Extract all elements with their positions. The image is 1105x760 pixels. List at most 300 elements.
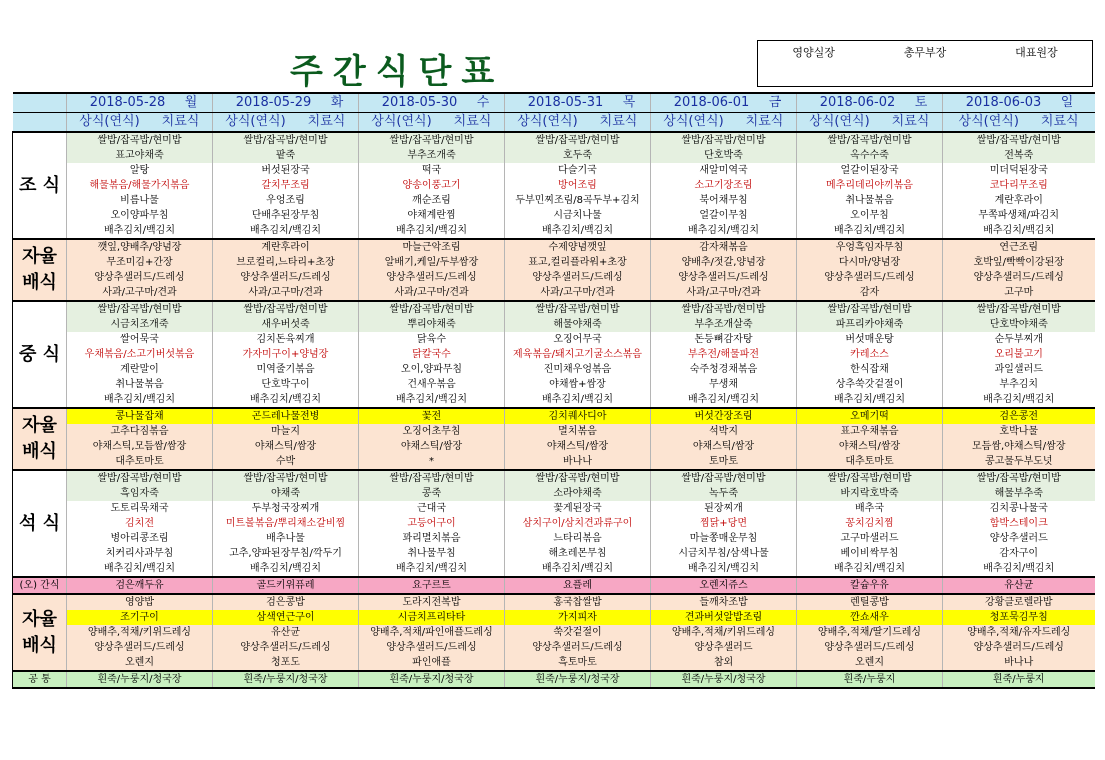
- menu-item: 두부청국장찌개: [213, 501, 359, 516]
- menu-item: 새우버섯죽: [213, 317, 359, 332]
- type-cell: [943, 113, 1095, 133]
- menu-row: [13, 594, 1095, 610]
- menu-item: 영양밥: [67, 594, 213, 610]
- menu-item: 얼갈이된장국: [797, 163, 943, 178]
- menu-item: 흰죽/누룽지/청국장: [505, 671, 651, 688]
- menu-item: 근대국: [359, 501, 505, 516]
- type-regular-label: 상식(연식): [225, 114, 286, 129]
- menu-item: 해물부추죽: [943, 486, 1095, 501]
- approval-director: 대표원장: [1015, 46, 1058, 59]
- menu-item: 고추다짐볶음: [67, 424, 213, 439]
- type-therapy-label: 치료식: [745, 114, 784, 129]
- menu-item: 전복죽: [943, 148, 1095, 163]
- menu-item: 배추김치/백김치: [67, 561, 213, 577]
- menu-item: 양상추샐러드/드레싱: [67, 270, 213, 285]
- menu-item: 단호박야채죽: [943, 317, 1095, 332]
- menu-item: 시금치나물: [505, 208, 651, 223]
- menu-item: 쌀밥/잡곡밥/현미밥: [943, 301, 1095, 317]
- menu-row: [13, 625, 1095, 640]
- type-therapy-label: 치료식: [453, 114, 492, 129]
- section-label-breakfast: 조 식: [13, 132, 67, 239]
- menu-item: 쌀밥/잡곡밥/현미밥: [213, 470, 359, 486]
- menu-item: 양배추,적채/딸기드레싱: [797, 625, 943, 640]
- menu-item: 호박잎/빡빡이강된장: [943, 255, 1095, 270]
- menu-item: 배추김치/백김치: [943, 223, 1095, 239]
- menu-row: [13, 408, 1095, 424]
- menu-item: 홍국찹쌀밥: [505, 594, 651, 610]
- menu-item: 취나물볶음: [797, 193, 943, 208]
- menu-item: 쌀밥/잡곡밥/현미밥: [797, 470, 943, 486]
- menu-item: 쌀밥/잡곡밥/현미밥: [797, 301, 943, 317]
- type-regular-label: 상식(연식): [809, 114, 870, 129]
- menu-item: 양배추,적채/유자드레싱: [943, 625, 1095, 640]
- menu-item: 꽈리멸치볶음: [359, 531, 505, 546]
- menu-table: [12, 92, 1095, 689]
- menu-item: 양상추샐러드/드레싱: [797, 640, 943, 655]
- menu-row: [13, 561, 1095, 577]
- menu-item: 참외: [651, 655, 797, 671]
- menu-item: 콩죽: [359, 486, 505, 501]
- type-regular-label: 상식(연식): [517, 114, 578, 129]
- menu-item: 흰죽/누룽지: [943, 671, 1095, 688]
- menu-row: [13, 531, 1095, 546]
- menu-item: 닭육수: [359, 332, 505, 347]
- menu-row: [13, 255, 1095, 270]
- type-therapy-label: 치료식: [161, 114, 200, 129]
- menu-item: 된장찌개: [651, 501, 797, 516]
- menu-item: 오이,양파무침: [359, 362, 505, 377]
- menu-item: 멸치볶음: [505, 424, 651, 439]
- menu-row: [13, 301, 1095, 317]
- menu-item: 흰죽/누룽지/청국장: [67, 671, 213, 688]
- menu-row: [13, 439, 1095, 454]
- menu-item: 고구마: [943, 285, 1095, 301]
- menu-item: 대추토마토: [797, 454, 943, 470]
- menu-item: 찜닭+당면: [651, 516, 797, 531]
- menu-row: [13, 285, 1095, 301]
- menu-row: [13, 377, 1095, 392]
- menu-row: [13, 454, 1095, 470]
- date-header-row: [13, 93, 1095, 113]
- menu-item: 돈등뼈감자탕: [651, 332, 797, 347]
- menu-item: 계란말이: [67, 362, 213, 377]
- menu-item: 삼치구이/삼치견과류구이: [505, 516, 651, 531]
- menu-item: 쌀밥/잡곡밥/현미밥: [67, 470, 213, 486]
- menu-item: 북어채무침: [651, 193, 797, 208]
- menu-item: 양상추샐러드: [943, 531, 1095, 546]
- corner-cell: [13, 113, 67, 133]
- menu-item: 꽃게된장국: [505, 501, 651, 516]
- menu-item: 계란후라이: [943, 193, 1095, 208]
- menu-item: 강황클로렐라밥: [943, 594, 1095, 610]
- menu-item: 배추김치/백김치: [651, 392, 797, 408]
- menu-row: [13, 610, 1095, 625]
- menu-item: 검은콩밥: [213, 594, 359, 610]
- menu-item: 카레소스: [797, 347, 943, 362]
- menu-row: [13, 486, 1095, 501]
- menu-item: 쌀밥/잡곡밥/현미밥: [359, 470, 505, 486]
- menu-item: 양상추샐러드/드레싱: [213, 640, 359, 655]
- menu-row: [13, 424, 1095, 439]
- type-cell: [797, 113, 943, 133]
- menu-row: [13, 470, 1095, 486]
- menu-item: 수제양념깻잎: [505, 239, 651, 255]
- menu-item: 부추김치: [943, 377, 1095, 392]
- menu-item: 견과버섯알밥조림: [651, 610, 797, 625]
- date-text: 2018-05-29: [235, 95, 312, 110]
- type-regular-label: 상식(연식): [958, 114, 1019, 129]
- menu-item: 쌀밥/잡곡밥/현미밥: [67, 132, 213, 148]
- menu-item: 얼갈이무침: [651, 208, 797, 223]
- menu-item: 들깨차조밥: [651, 594, 797, 610]
- date-text: 2018-05-28: [89, 95, 166, 110]
- type-cell: [505, 113, 651, 133]
- menu-item: 녹두죽: [651, 486, 797, 501]
- menu-item: 소라야채죽: [505, 486, 651, 501]
- date-cell: [943, 93, 1095, 113]
- menu-item: 검은깨두유: [67, 577, 213, 594]
- menu-item: 해물볶음/해물가지볶음: [67, 178, 213, 193]
- menu-item: 옥수수죽: [797, 148, 943, 163]
- menu-row: [13, 640, 1095, 655]
- menu-item: 한식잡채: [797, 362, 943, 377]
- menu-item: 바지락호박죽: [797, 486, 943, 501]
- menu-item: 양상추샐러드/드레싱: [67, 640, 213, 655]
- menu-item: 연근조림: [943, 239, 1095, 255]
- menu-item: 파프리카야채죽: [797, 317, 943, 332]
- menu-item: 칼슘우유: [797, 577, 943, 594]
- menu-item: 양상추샐러드/드레싱: [505, 640, 651, 655]
- menu-item: 오이무침: [797, 208, 943, 223]
- menu-item: 쌀밥/잡곡밥/현미밥: [651, 470, 797, 486]
- menu-item: 오메기떡: [797, 408, 943, 424]
- date-text: 2018-06-01: [673, 95, 750, 110]
- approval-general-manager: 총무부장: [903, 46, 947, 59]
- menu-item: 요구르트: [359, 577, 505, 594]
- menu-item: 흰죽/누룽지/청국장: [213, 671, 359, 688]
- menu-item: 감자채볶음: [651, 239, 797, 255]
- menu-item: 진미채우엉볶음: [505, 362, 651, 377]
- menu-item: 양배추/젓갈,양념장: [651, 255, 797, 270]
- menu-item: 순두부찌개: [943, 332, 1095, 347]
- menu-item: *: [359, 454, 505, 470]
- menu-item: 새알미역국: [651, 163, 797, 178]
- date-text: 2018-05-31: [527, 95, 604, 110]
- menu-item: 가지피자: [505, 610, 651, 625]
- date-cell: [359, 93, 505, 113]
- menu-item: 콩나물잡채: [67, 408, 213, 424]
- date-cell: [797, 93, 943, 113]
- menu-item: 도토리묵채국: [67, 501, 213, 516]
- menu-item: 부추조개죽: [359, 148, 505, 163]
- menu-item: 쌀어묵국: [67, 332, 213, 347]
- menu-item: 배추김치/백김치: [505, 392, 651, 408]
- menu-item: 다시마/양념장: [797, 255, 943, 270]
- date-cell: [213, 93, 359, 113]
- menu-item: 김치돈육찌개: [213, 332, 359, 347]
- type-therapy-label: 치료식: [1040, 114, 1079, 129]
- weekday-text: 토: [914, 95, 928, 110]
- date-text: 2018-05-30: [381, 95, 458, 110]
- menu-item: 시금치무침/삼색나물: [651, 546, 797, 561]
- menu-item: 양상추샐러드/드레싱: [505, 270, 651, 285]
- menu-item: 호두죽: [505, 148, 651, 163]
- date-cell: [67, 93, 213, 113]
- menu-item: 고추,양파된장무침/깍두기: [213, 546, 359, 561]
- menu-item: 수박: [213, 454, 359, 470]
- type-therapy-label: 치료식: [599, 114, 638, 129]
- menu-item: 우엉흑임자무침: [797, 239, 943, 255]
- menu-item: 청포묵김무침: [943, 610, 1095, 625]
- approval-box: [757, 40, 1093, 87]
- menu-item: 양상추샐러드/드레싱: [943, 270, 1095, 285]
- menu-item: 제육볶음/돼지고기굴소스볶음: [505, 347, 651, 362]
- menu-item: 함박스테이크: [943, 516, 1095, 531]
- section-label-self-service: 자율 배식: [13, 408, 67, 470]
- menu-item: 단배추된장무침: [213, 208, 359, 223]
- menu-item: 배추김치/백김치: [651, 223, 797, 239]
- menu-item: 버섯매운탕: [797, 332, 943, 347]
- menu-row: [13, 347, 1095, 362]
- menu-item: 알배기,케일/두부쌈장: [359, 255, 505, 270]
- menu-item: 김치퀘사디아: [505, 408, 651, 424]
- menu-row: [13, 270, 1095, 285]
- menu-item: 쌀밥/잡곡밥/현미밥: [651, 301, 797, 317]
- menu-item: 브로컬리,느타리+초장: [213, 255, 359, 270]
- menu-item: 두부민찌조림/8곡두부+김치: [505, 193, 651, 208]
- menu-item: 건새우볶음: [359, 377, 505, 392]
- menu-item: 흰죽/누룽지/청국장: [651, 671, 797, 688]
- menu-item: 야채스틱/쌈장: [651, 439, 797, 454]
- menu-item: 쌀밥/잡곡밥/현미밥: [797, 132, 943, 148]
- menu-item: 미트볼볶음/뿌리채소갈비찜: [213, 516, 359, 531]
- menu-item: 호박나물: [943, 424, 1095, 439]
- menu-item: 배추김치/백김치: [943, 561, 1095, 577]
- menu-item: 배추김치/백김치: [505, 561, 651, 577]
- menu-item: 파인애플: [359, 655, 505, 671]
- menu-row: [13, 501, 1095, 516]
- menu-item: 느타리볶음: [505, 531, 651, 546]
- weekday-text: 수: [476, 95, 490, 110]
- menu-item: 조기구이: [67, 610, 213, 625]
- menu-item: 양배추,적채/키위드레싱: [67, 625, 213, 640]
- section-label-lunch: 중 식: [13, 301, 67, 408]
- menu-item: 배추김치/백김치: [505, 223, 651, 239]
- menu-item: 삼색연근구이: [213, 610, 359, 625]
- menu-item: 양상추샐러드/드레싱: [359, 270, 505, 285]
- menu-item: 김치콩나물국: [943, 501, 1095, 516]
- menu-item: 야채스틱/쌈장: [359, 439, 505, 454]
- menu-item: 메추리데리야끼볶음: [797, 178, 943, 193]
- menu-item: 취나물볶음: [67, 377, 213, 392]
- menu-item: 배추김치/백김치: [359, 561, 505, 577]
- menu-item: 배추김치/백김치: [213, 392, 359, 408]
- menu-item: 오이양파무침: [67, 208, 213, 223]
- menu-item: 유산균: [943, 577, 1095, 594]
- menu-item: 야채죽: [213, 486, 359, 501]
- menu-item: 과일샐러드: [943, 362, 1095, 377]
- menu-row: [13, 193, 1095, 208]
- menu-item: 버섯간장조림: [651, 408, 797, 424]
- menu-item: 쌀밥/잡곡밥/현미밥: [359, 301, 505, 317]
- type-therapy-label: 치료식: [891, 114, 930, 129]
- menu-row: [13, 577, 1095, 594]
- corner-cell: [13, 93, 67, 113]
- menu-row: [13, 671, 1095, 688]
- menu-item: 마늘지: [213, 424, 359, 439]
- menu-item: 꽁치김치찜: [797, 516, 943, 531]
- menu-item: 고구마샐러드: [797, 531, 943, 546]
- menu-item: 흰죽/누룽지/청국장: [359, 671, 505, 688]
- menu-item: 배추김치/백김치: [213, 223, 359, 239]
- menu-row: [13, 132, 1095, 148]
- weekday-text: 화: [330, 95, 344, 110]
- date-cell: [651, 93, 797, 113]
- menu-item: 쌀밥/잡곡밥/현미밥: [943, 132, 1095, 148]
- menu-item: 배추김치/백김치: [797, 223, 943, 239]
- section-label-self-service: 자율 배식: [13, 594, 67, 671]
- menu-item: 감자구이: [943, 546, 1095, 561]
- type-cell: [67, 113, 213, 133]
- menu-item: 토마토: [651, 454, 797, 470]
- menu-item: 양송이풍고기: [359, 178, 505, 193]
- type-therapy-label: 치료식: [307, 114, 346, 129]
- date-cell: [505, 93, 651, 113]
- menu-item: 골드키위퓨레: [213, 577, 359, 594]
- menu-item: 양상추샐러드/드레싱: [213, 270, 359, 285]
- menu-row: [13, 546, 1095, 561]
- menu-item: 야채스틱/쌈장: [797, 439, 943, 454]
- menu-item: 쌀밥/잡곡밥/현미밥: [213, 132, 359, 148]
- menu-item: 양상추샐러드/드레싱: [359, 640, 505, 655]
- menu-row: [13, 655, 1095, 671]
- menu-item: 해물야채죽: [505, 317, 651, 332]
- menu-item: 해초레몬무침: [505, 546, 651, 561]
- menu-item: 곤드레나물전병: [213, 408, 359, 424]
- menu-item: 배추김치/백김치: [359, 392, 505, 408]
- section-label-common: 공 통: [13, 671, 67, 688]
- menu-item: 오렌지: [797, 655, 943, 671]
- menu-item: 흰죽/누룽지: [797, 671, 943, 688]
- menu-item: 단호박구이: [213, 377, 359, 392]
- menu-item: 배추김치/백김치: [797, 392, 943, 408]
- menu-item: 닭칼국수: [359, 347, 505, 362]
- menu-item: 치커리사과무침: [67, 546, 213, 561]
- menu-item: 배추김치/백김치: [67, 392, 213, 408]
- menu-item: 배추김치/백김치: [797, 561, 943, 577]
- menu-item: 가자미구이+양념장: [213, 347, 359, 362]
- menu-item: 청포도: [213, 655, 359, 671]
- menu-item: 쌀밥/잡곡밥/현미밥: [67, 301, 213, 317]
- menu-item: 비름나물: [67, 193, 213, 208]
- menu-item: 떡국: [359, 163, 505, 178]
- menu-item: 무조미김+간장: [67, 255, 213, 270]
- menu-item: 흑임자죽: [67, 486, 213, 501]
- menu-item: 부추전/해물파전: [651, 347, 797, 362]
- menu-item: 코다리무조림: [943, 178, 1095, 193]
- menu-row: [13, 208, 1095, 223]
- menu-item: 소고기장조림: [651, 178, 797, 193]
- date-text: 2018-06-03: [965, 95, 1042, 110]
- menu-item: 배추김치/백김치: [943, 392, 1095, 408]
- menu-item: 갈치무조림: [213, 178, 359, 193]
- menu-item: 쌀밥/잡곡밥/현미밥: [359, 132, 505, 148]
- menu-item: 배추김치/백김치: [359, 223, 505, 239]
- menu-item: 계란후라이: [213, 239, 359, 255]
- menu-item: 콩고물두부도넛: [943, 454, 1095, 470]
- menu-row: [13, 332, 1095, 347]
- type-regular-label: 상식(연식): [79, 114, 140, 129]
- menu-item: 양상추샐러드: [651, 640, 797, 655]
- weekday-text: 월: [184, 95, 198, 110]
- menu-item: 석박지: [651, 424, 797, 439]
- menu-item: 야채계란찜: [359, 208, 505, 223]
- menu-item: 무쪽파생채/파김치: [943, 208, 1095, 223]
- menu-item: 우채볶음/소고기버섯볶음: [67, 347, 213, 362]
- menu-item: 사과/고구마/견과: [505, 285, 651, 301]
- menu-item: 흑토마토: [505, 655, 651, 671]
- approval-nutrition-manager: 영양실장: [792, 46, 835, 59]
- menu-item: 미역줄기볶음: [213, 362, 359, 377]
- menu-item: 검은콩전: [943, 408, 1095, 424]
- menu-row: [13, 516, 1095, 531]
- menu-item: 취나물무침: [359, 546, 505, 561]
- menu-item: 쑥갓겉절이: [505, 625, 651, 640]
- menu-item: 배추국: [797, 501, 943, 516]
- type-regular-label: 상식(연식): [663, 114, 724, 129]
- menu-item: 상추쑥갓겉절이: [797, 377, 943, 392]
- menu-item: 양상추샐러드/드레싱: [651, 270, 797, 285]
- type-header-row: [13, 113, 1095, 133]
- menu-item: 숙주청경채볶음: [651, 362, 797, 377]
- menu-item: 배추김치/백김치: [67, 223, 213, 239]
- menu-item: 쌀밥/잡곡밥/현미밥: [505, 301, 651, 317]
- menu-row: [13, 178, 1095, 193]
- menu-item: 부추조개살죽: [651, 317, 797, 332]
- menu-row: [13, 239, 1095, 255]
- menu-item: 렌틸콩밥: [797, 594, 943, 610]
- menu-item: 오징어초무침: [359, 424, 505, 439]
- menu-item: 배추김치/백김치: [651, 561, 797, 577]
- menu-item: 도라지전복밥: [359, 594, 505, 610]
- menu-item: 야채쌈+쌈장: [505, 377, 651, 392]
- menu-item: 쌀밥/잡곡밥/현미밥: [505, 132, 651, 148]
- menu-item: 무생채: [651, 377, 797, 392]
- menu-item: 양상추샐러드/드레싱: [943, 640, 1095, 655]
- weekday-text: 목: [622, 95, 636, 110]
- menu-item: 김치전: [67, 516, 213, 531]
- menu-item: 쌀밥/잡곡밥/현미밥: [943, 470, 1095, 486]
- menu-item: 오징어무국: [505, 332, 651, 347]
- menu-item: 쌀밥/잡곡밥/현미밥: [505, 470, 651, 486]
- section-label-self-service: 자율 배식: [13, 239, 67, 301]
- date-text: 2018-06-02: [819, 95, 896, 110]
- menu-row: [13, 392, 1095, 408]
- menu-item: 우엉조림: [213, 193, 359, 208]
- menu-item: 야채스틱,모듬쌈/쌈장: [67, 439, 213, 454]
- menu-item: 유산균: [213, 625, 359, 640]
- menu-item: 베이비싹무침: [797, 546, 943, 561]
- menu-item: 대추토마토: [67, 454, 213, 470]
- menu-item: 쌀밥/잡곡밥/현미밥: [651, 132, 797, 148]
- menu-item: 시금치조개죽: [67, 317, 213, 332]
- menu-item: 사과/고구마/견과: [67, 285, 213, 301]
- menu-row: [13, 362, 1095, 377]
- weekday-text: 금: [768, 95, 782, 110]
- menu-item: 오렌지쥬스: [651, 577, 797, 594]
- menu-item: 야채스틱/쌈장: [213, 439, 359, 454]
- menu-item: 표고야채죽: [67, 148, 213, 163]
